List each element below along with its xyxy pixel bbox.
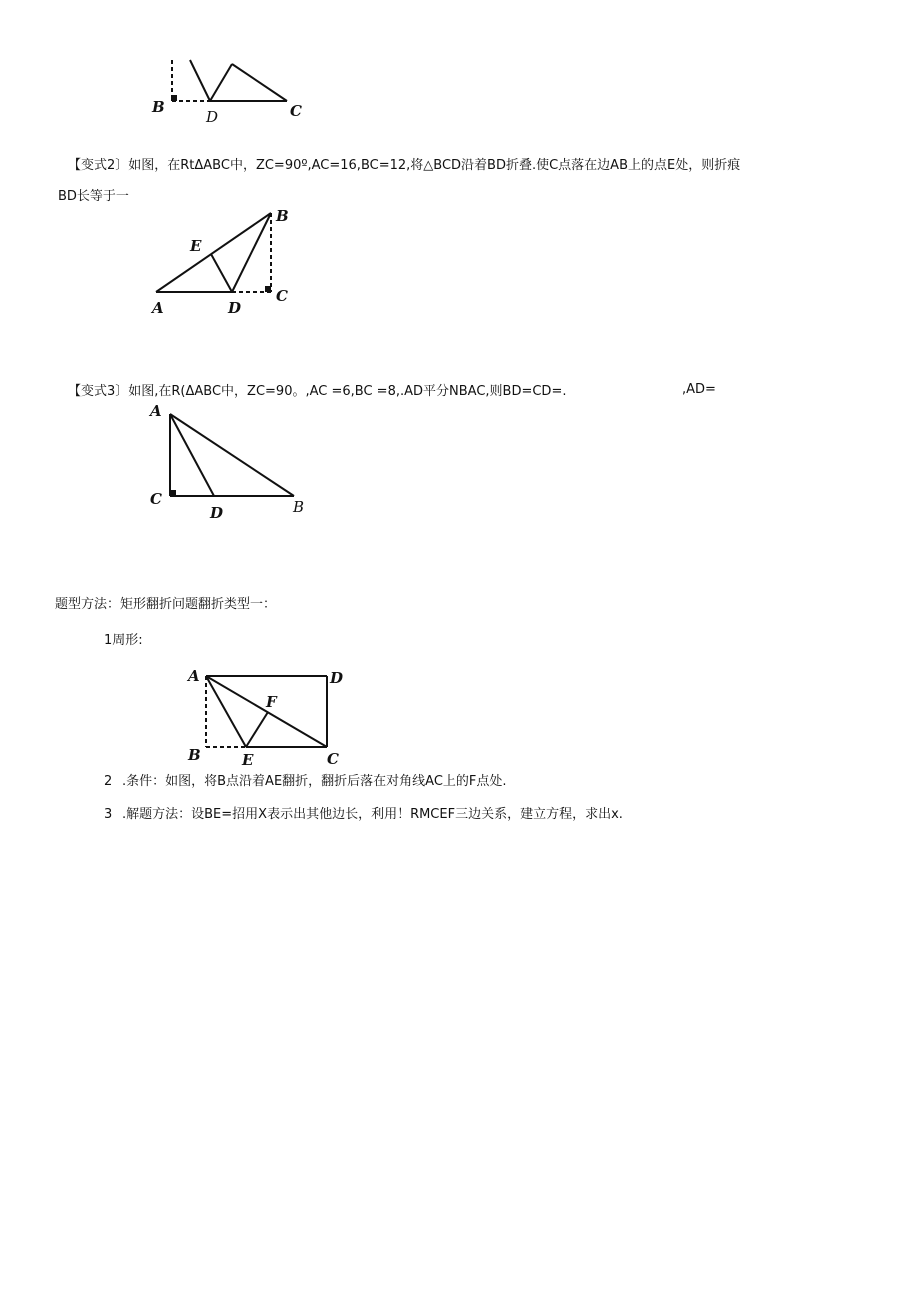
figure-variant3-triangle: [148, 402, 313, 522]
label-e: E: [190, 237, 202, 255]
segment-ed: [211, 254, 232, 292]
label-a: A: [188, 667, 200, 685]
label-b: B: [293, 498, 305, 516]
segment-bd: [232, 213, 271, 292]
figure-triangle-bdc-partial: [150, 60, 320, 130]
label-b: B: [276, 207, 289, 225]
segment-ef: [246, 712, 268, 747]
label-c: C: [276, 287, 288, 305]
method-item3-text: .解题方法：设BE=招用X表示出其他边长，利用！RMCEF三边关系，建立方程，求出x.: [122, 807, 623, 822]
right-angle-mark: [170, 490, 176, 496]
segment-fold-left: [190, 60, 210, 101]
segment-ab: [170, 414, 294, 496]
label-c: C: [327, 750, 339, 768]
label-b: B: [188, 746, 201, 764]
right-angle-mark: [265, 286, 271, 292]
segment-to-c: [232, 64, 287, 101]
figure-rectangle-fold: [180, 665, 355, 770]
variant3-question: 【变式3〕如图,在R(ΔABC中，ZC=90。,AC =6,BC =8,.AD平分NBAC,则BD=CD=.: [68, 384, 567, 399]
label-d: D: [206, 108, 219, 126]
method-item2-text: .条件：如图，将B点沿着AE翻折，翻折后落在对角线AC上的F点处.: [122, 774, 507, 789]
segment-ad: [170, 414, 214, 496]
label-c: C: [290, 102, 302, 120]
label-f: F: [266, 693, 277, 711]
label-d: D: [210, 504, 224, 522]
label-c: C: [150, 490, 162, 508]
label-e: E: [242, 751, 254, 769]
label-a: A: [152, 299, 164, 317]
variant2-question-line1: 【变式2〕如图，在RtΔABC中，ZC=90º,AC=16,BC=12,将△BCD沿着BD折叠.使C点落在边AB上的点E处，则折痕: [68, 158, 741, 173]
label-b: B: [152, 98, 165, 116]
segment-ab: [156, 213, 271, 292]
segment-ac: [206, 676, 327, 747]
right-angle-mark: [171, 95, 177, 101]
figure-variant2-triangle: [150, 205, 310, 320]
label-d: D: [228, 299, 242, 317]
segment-fold-right: [210, 64, 232, 101]
variant3-ad-blank: ,AD=: [682, 382, 716, 397]
variant2-question-line2: BD长等于一: [58, 189, 129, 204]
method-heading: 题型方法：矩形翻折问题翻折类型一：: [55, 597, 277, 612]
method-item2-number: 2: [104, 774, 113, 789]
method-item3-number: 3: [104, 807, 113, 822]
method-item1: 1周形:: [104, 633, 143, 648]
label-a: A: [150, 402, 162, 420]
label-d: D: [330, 669, 344, 687]
